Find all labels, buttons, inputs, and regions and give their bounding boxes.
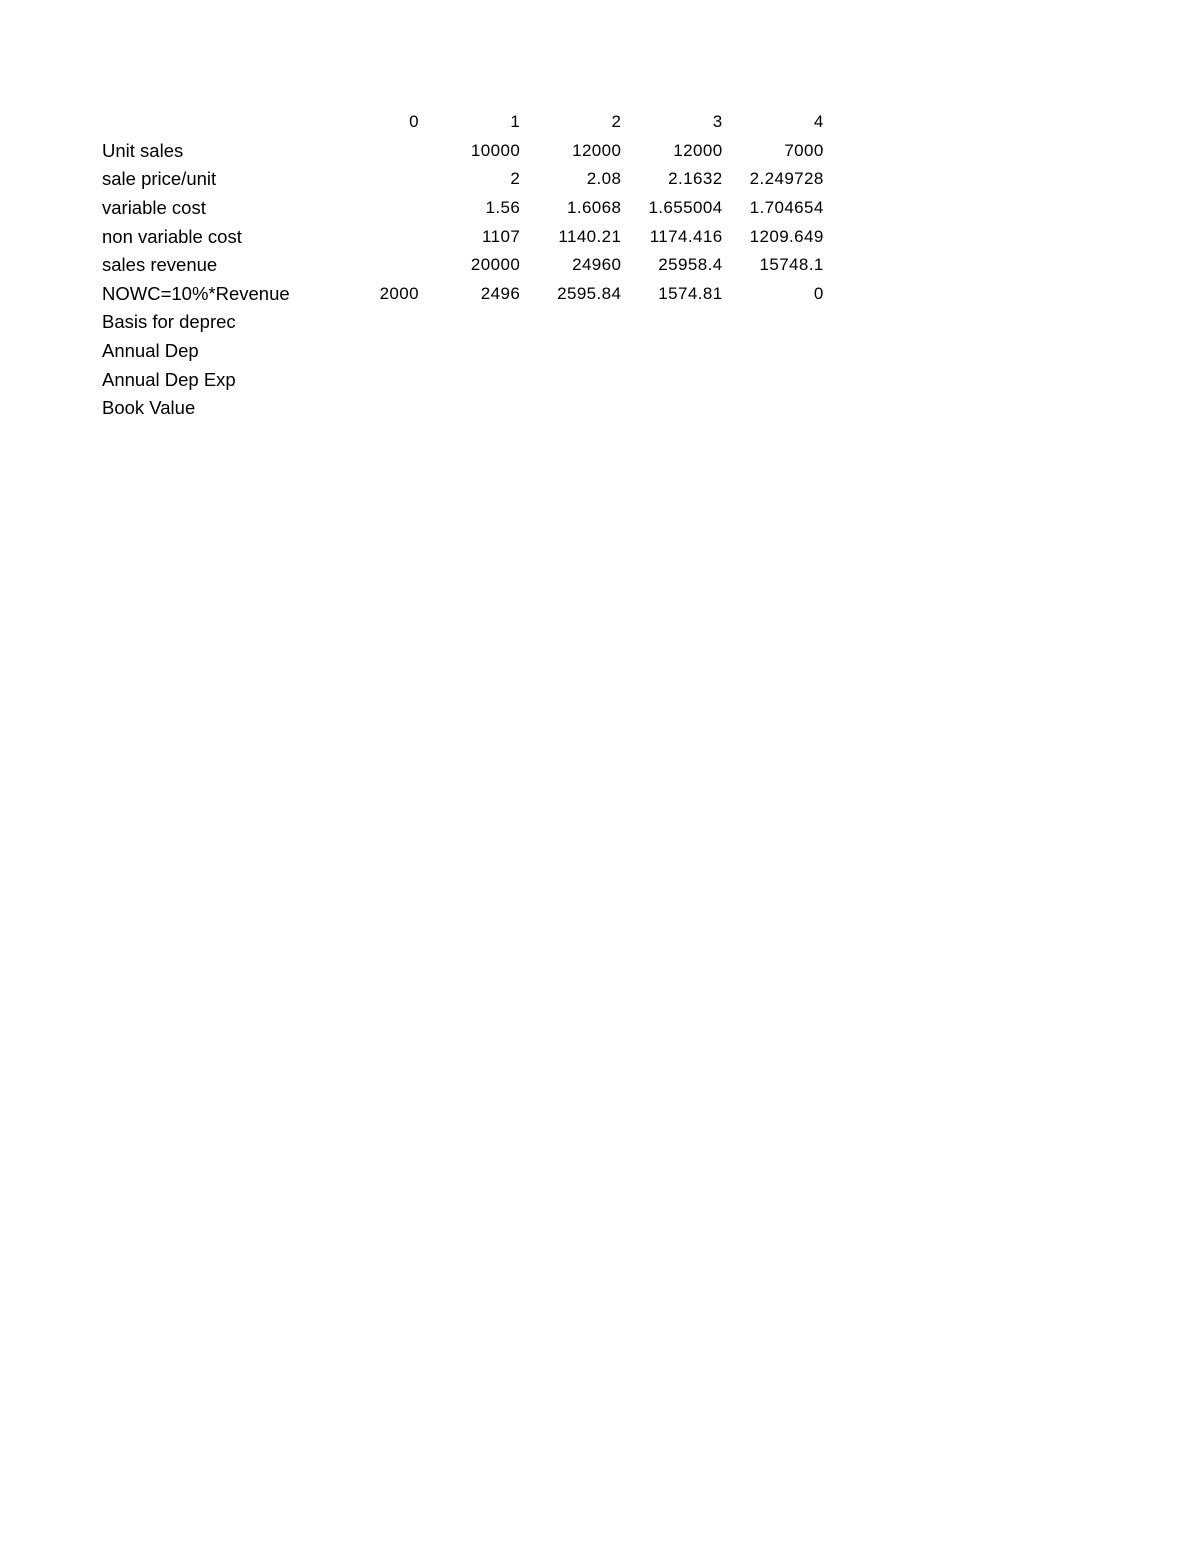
header-cell-year-4: 4 — [813, 112, 824, 132]
row-label: sales revenue — [102, 254, 218, 276]
row-label: variable cost — [102, 197, 206, 219]
table-row-basis-for-deprec — [102, 308, 832, 337]
row-label: Book Value — [102, 397, 196, 419]
table-cell: 1107 — [482, 226, 521, 246]
table-row-variable-cost — [102, 194, 832, 223]
table-row-sales-revenue — [102, 251, 832, 280]
table-cell: 7000 — [784, 140, 824, 160]
table-cell: 24960 — [572, 255, 622, 275]
table-cell: 1574.81 — [658, 283, 723, 303]
table-cell: 2595.84 — [557, 283, 622, 303]
table-cell: 2.08 — [586, 169, 622, 189]
header-cell-year-2: 2 — [611, 112, 622, 132]
table-cell: 2496 — [480, 283, 521, 303]
table-cell: 1.704654 — [749, 198, 824, 218]
table-cell: 12000 — [572, 140, 622, 160]
table-row-book-value — [102, 394, 832, 423]
table-cell: 1.6068 — [566, 198, 622, 218]
table-row-sale-price — [102, 165, 832, 194]
table-cell: 1140.21 — [558, 226, 622, 246]
table-cell: 10000 — [470, 140, 521, 160]
row-label: sale price/unit — [102, 168, 217, 190]
row-label: non variable cost — [102, 225, 242, 247]
table-cell: 2.249728 — [749, 169, 824, 189]
table-row-non-variable-cost — [102, 222, 832, 251]
table-row-annual-dep-exp — [102, 365, 832, 394]
table-row-unit-sales — [102, 137, 832, 166]
table-cell: 1209.649 — [749, 226, 824, 246]
table-cell: 25958.4 — [658, 255, 723, 275]
table-row-nowc — [102, 280, 832, 309]
table-cell: 1.655004 — [648, 198, 723, 218]
table-cell: 12000 — [673, 140, 723, 160]
table-cell: 2.1632 — [668, 169, 723, 189]
row-label: Unit sales — [102, 139, 184, 161]
table-cell: 15748.1 — [759, 255, 824, 275]
header-cell-year-3: 3 — [712, 112, 723, 132]
table-row-annual-dep — [102, 337, 832, 366]
table-cell: 20000 — [470, 255, 521, 275]
header-cell-year-1: 1 — [510, 112, 521, 132]
row-label: Basis for deprec — [102, 311, 236, 333]
table-cell: 1.56 — [485, 198, 521, 218]
header-cell-year-0: 0 — [409, 112, 419, 132]
spreadsheet-table — [102, 108, 832, 423]
row-label: NOWC=10%*Revenue — [102, 282, 290, 304]
table-cell: 2 — [510, 169, 521, 189]
row-label: Annual Dep Exp — [102, 368, 236, 390]
table-cell: 1174.416 — [649, 226, 723, 246]
row-label: Annual Dep — [102, 340, 199, 362]
header-row — [102, 108, 832, 137]
table-cell: 0 — [813, 283, 824, 303]
table-cell: 2000 — [379, 283, 419, 303]
